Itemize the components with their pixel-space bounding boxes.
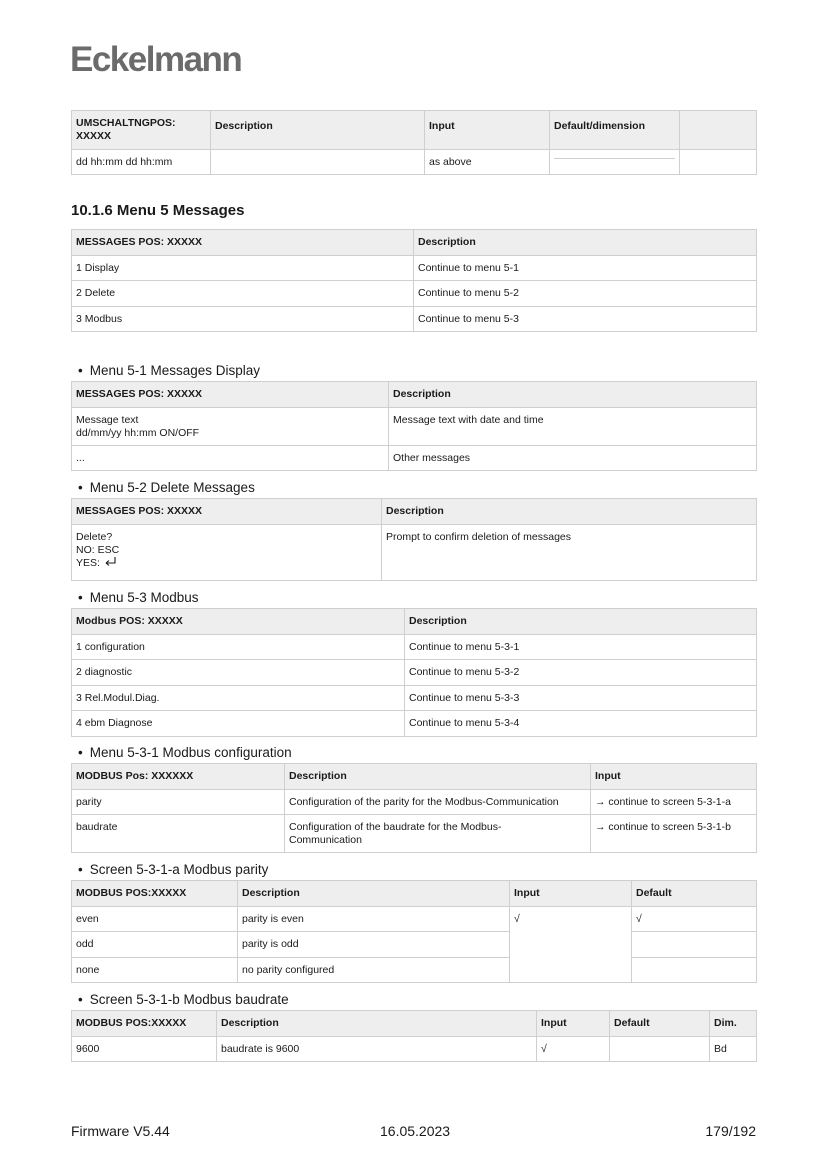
table-header-row (72, 230, 757, 256)
column-header: Description (414, 230, 757, 256)
footer-date: 16.05.2023 (380, 1123, 451, 1139)
table-cell: 4 ebm Diagnose (72, 711, 405, 737)
column-header: Description (211, 111, 425, 150)
table-header-row (72, 881, 757, 907)
table-row (72, 446, 757, 471)
table-cell: parity (72, 790, 285, 815)
bullet-icon: • (78, 992, 83, 1007)
table-cell: √ (537, 1037, 610, 1062)
column-header: Description (382, 499, 757, 525)
column-header: Description (285, 764, 591, 790)
enter-key-icon (104, 557, 116, 571)
menu-5-3-table (71, 608, 757, 737)
umschalt-table (71, 110, 757, 175)
column-header: Dim. (710, 1011, 757, 1037)
eckelmann-logo: Eckelmann (70, 40, 242, 79)
divider (554, 158, 675, 159)
table-cell: baudrate (72, 815, 285, 853)
bullet-icon: • (78, 590, 83, 605)
column-header: MODBUS POS:XXXXX (72, 1011, 217, 1037)
table-row (72, 932, 757, 958)
subsection-title-5-1: • Menu 5-1 Messages Display (78, 363, 261, 378)
subsection-title-5-3-1: • Menu 5-3-1 Modbus configuration (78, 745, 292, 760)
column-header: MESSAGES POS: XXXXX (72, 230, 414, 256)
table-cell: baudrate is 9600 (217, 1037, 537, 1062)
table-cell: parity is odd (238, 932, 510, 958)
bullet-icon: • (78, 862, 83, 877)
table-cell (211, 150, 425, 175)
column-header: Default (632, 881, 757, 907)
column-header: MODBUS Pos: XXXXXX (72, 764, 285, 790)
column-header: Modbus POS: XXXXX (72, 609, 405, 635)
table-cell: 1 Display (72, 256, 414, 281)
column-header: Input (425, 111, 550, 150)
column-header: Default/dimension (550, 111, 680, 150)
table-cell (632, 932, 757, 958)
subsection-title-5-3-1-b: • Screen 5-3-1-b Modbus baudrate (78, 992, 289, 1007)
table-row (72, 686, 757, 711)
table-cell (680, 150, 757, 175)
table-cell: as above (425, 150, 550, 175)
table-cell: 3 Rel.Modul.Diag. (72, 686, 405, 711)
table-header-row (72, 1011, 757, 1037)
column-header: Description (389, 382, 757, 408)
table-row (72, 525, 757, 581)
table-row (72, 958, 757, 983)
table-cell: 2 diagnostic (72, 660, 405, 686)
column-header: Input (537, 1011, 610, 1037)
bullet-icon: • (78, 480, 83, 495)
column-header: Input (591, 764, 757, 790)
bullet-icon: • (78, 745, 83, 760)
table-cell: 9600 (72, 1037, 217, 1062)
column-header: MESSAGES POS: XXXXX (72, 382, 389, 408)
table-header-row (72, 499, 757, 525)
column-header: Description (217, 1011, 537, 1037)
table-cell: 2 Delete (72, 281, 414, 307)
table-cell: Continue to menu 5-2 (414, 281, 757, 307)
table-cell: Prompt to confirm deletion of messages (382, 525, 757, 581)
table-cell (632, 958, 757, 983)
table-cell: 3 Modbus (72, 307, 414, 332)
table-row (72, 711, 757, 737)
table-row (72, 635, 757, 660)
table-row (72, 790, 757, 815)
table-header-row (72, 382, 757, 408)
table-cell: → continue to screen 5-3-1-b (591, 815, 757, 853)
table-row (72, 660, 757, 686)
table-cell: dd hh:mm dd hh:mm (72, 150, 211, 175)
table-cell: Message text with date and time (389, 408, 757, 446)
table-row (72, 281, 757, 307)
footer-page-number: 179/192 (705, 1123, 756, 1139)
table-cell: Continue to menu 5-3-2 (405, 660, 757, 686)
table-cell (610, 1037, 710, 1062)
table-cell: none (72, 958, 238, 983)
table-cell: Continue to menu 5-3-1 (405, 635, 757, 660)
table-row (72, 815, 757, 853)
table-row (72, 150, 757, 175)
table-cell: Continue to menu 5-1 (414, 256, 757, 281)
column-header (680, 111, 757, 150)
table-cell: √ (632, 907, 757, 932)
table-cell: ... (72, 446, 389, 471)
table-cell: Configuration of the baudrate for the Modbus- Communication (285, 815, 591, 853)
column-header: MODBUS POS:XXXXX (72, 881, 238, 907)
table-row (72, 307, 757, 332)
table-row (72, 408, 757, 446)
menu-5-1-table (71, 381, 757, 471)
table-row (72, 907, 757, 932)
screen-5-3-1-a-table (71, 880, 757, 983)
column-header: Description (238, 881, 510, 907)
table-cell: no parity configured (238, 958, 510, 983)
table-row (72, 1037, 757, 1062)
column-header: Input (510, 881, 632, 907)
table-cell: parity is even (238, 907, 510, 932)
table-cell: Bd (710, 1037, 757, 1062)
table-cell: Other messages (389, 446, 757, 471)
table-cell: odd (72, 932, 238, 958)
table-cell: Configuration of the parity for the Modbus-Communication (285, 790, 591, 815)
column-header: Default (610, 1011, 710, 1037)
table-cell: Message text dd/mm/yy hh:mm ON/OFF (72, 408, 389, 446)
table-cell: √ (510, 907, 632, 983)
subsection-title-5-3-1-a: • Screen 5-3-1-a Modbus parity (78, 862, 269, 877)
subsection-title-5-3: • Menu 5-3 Modbus (78, 590, 199, 605)
screen-5-3-1-b-table (71, 1010, 757, 1062)
table-row (72, 256, 757, 281)
table-header-row (72, 609, 757, 635)
table-cell: Delete? NO: ESC YES: (72, 525, 382, 581)
messages-table (71, 229, 757, 332)
footer-firmware: Firmware V5.44 (71, 1123, 170, 1139)
section-title: 10.1.6 Menu 5 Messages (71, 202, 245, 219)
table-cell: → continue to screen 5-3-1-a (591, 790, 757, 815)
table-cell: Continue to menu 5-3 (414, 307, 757, 332)
table-cell: Continue to menu 5-3-4 (405, 711, 757, 737)
table-cell: Continue to menu 5-3-3 (405, 686, 757, 711)
table-header-row (72, 111, 757, 150)
column-header: MESSAGES POS: XXXXX (72, 499, 382, 525)
bullet-icon: • (78, 363, 83, 378)
column-header: UMSCHALTNGPOS: XXXXX (72, 111, 211, 150)
menu-5-3-1-table (71, 763, 757, 853)
menu-5-2-table (71, 498, 757, 581)
table-cell: even (72, 907, 238, 932)
table-cell: 1 configuration (72, 635, 405, 660)
table-header-row (72, 764, 757, 790)
subsection-title-5-2: • Menu 5-2 Delete Messages (78, 480, 255, 495)
column-header: Description (405, 609, 757, 635)
table-cell (550, 150, 680, 175)
